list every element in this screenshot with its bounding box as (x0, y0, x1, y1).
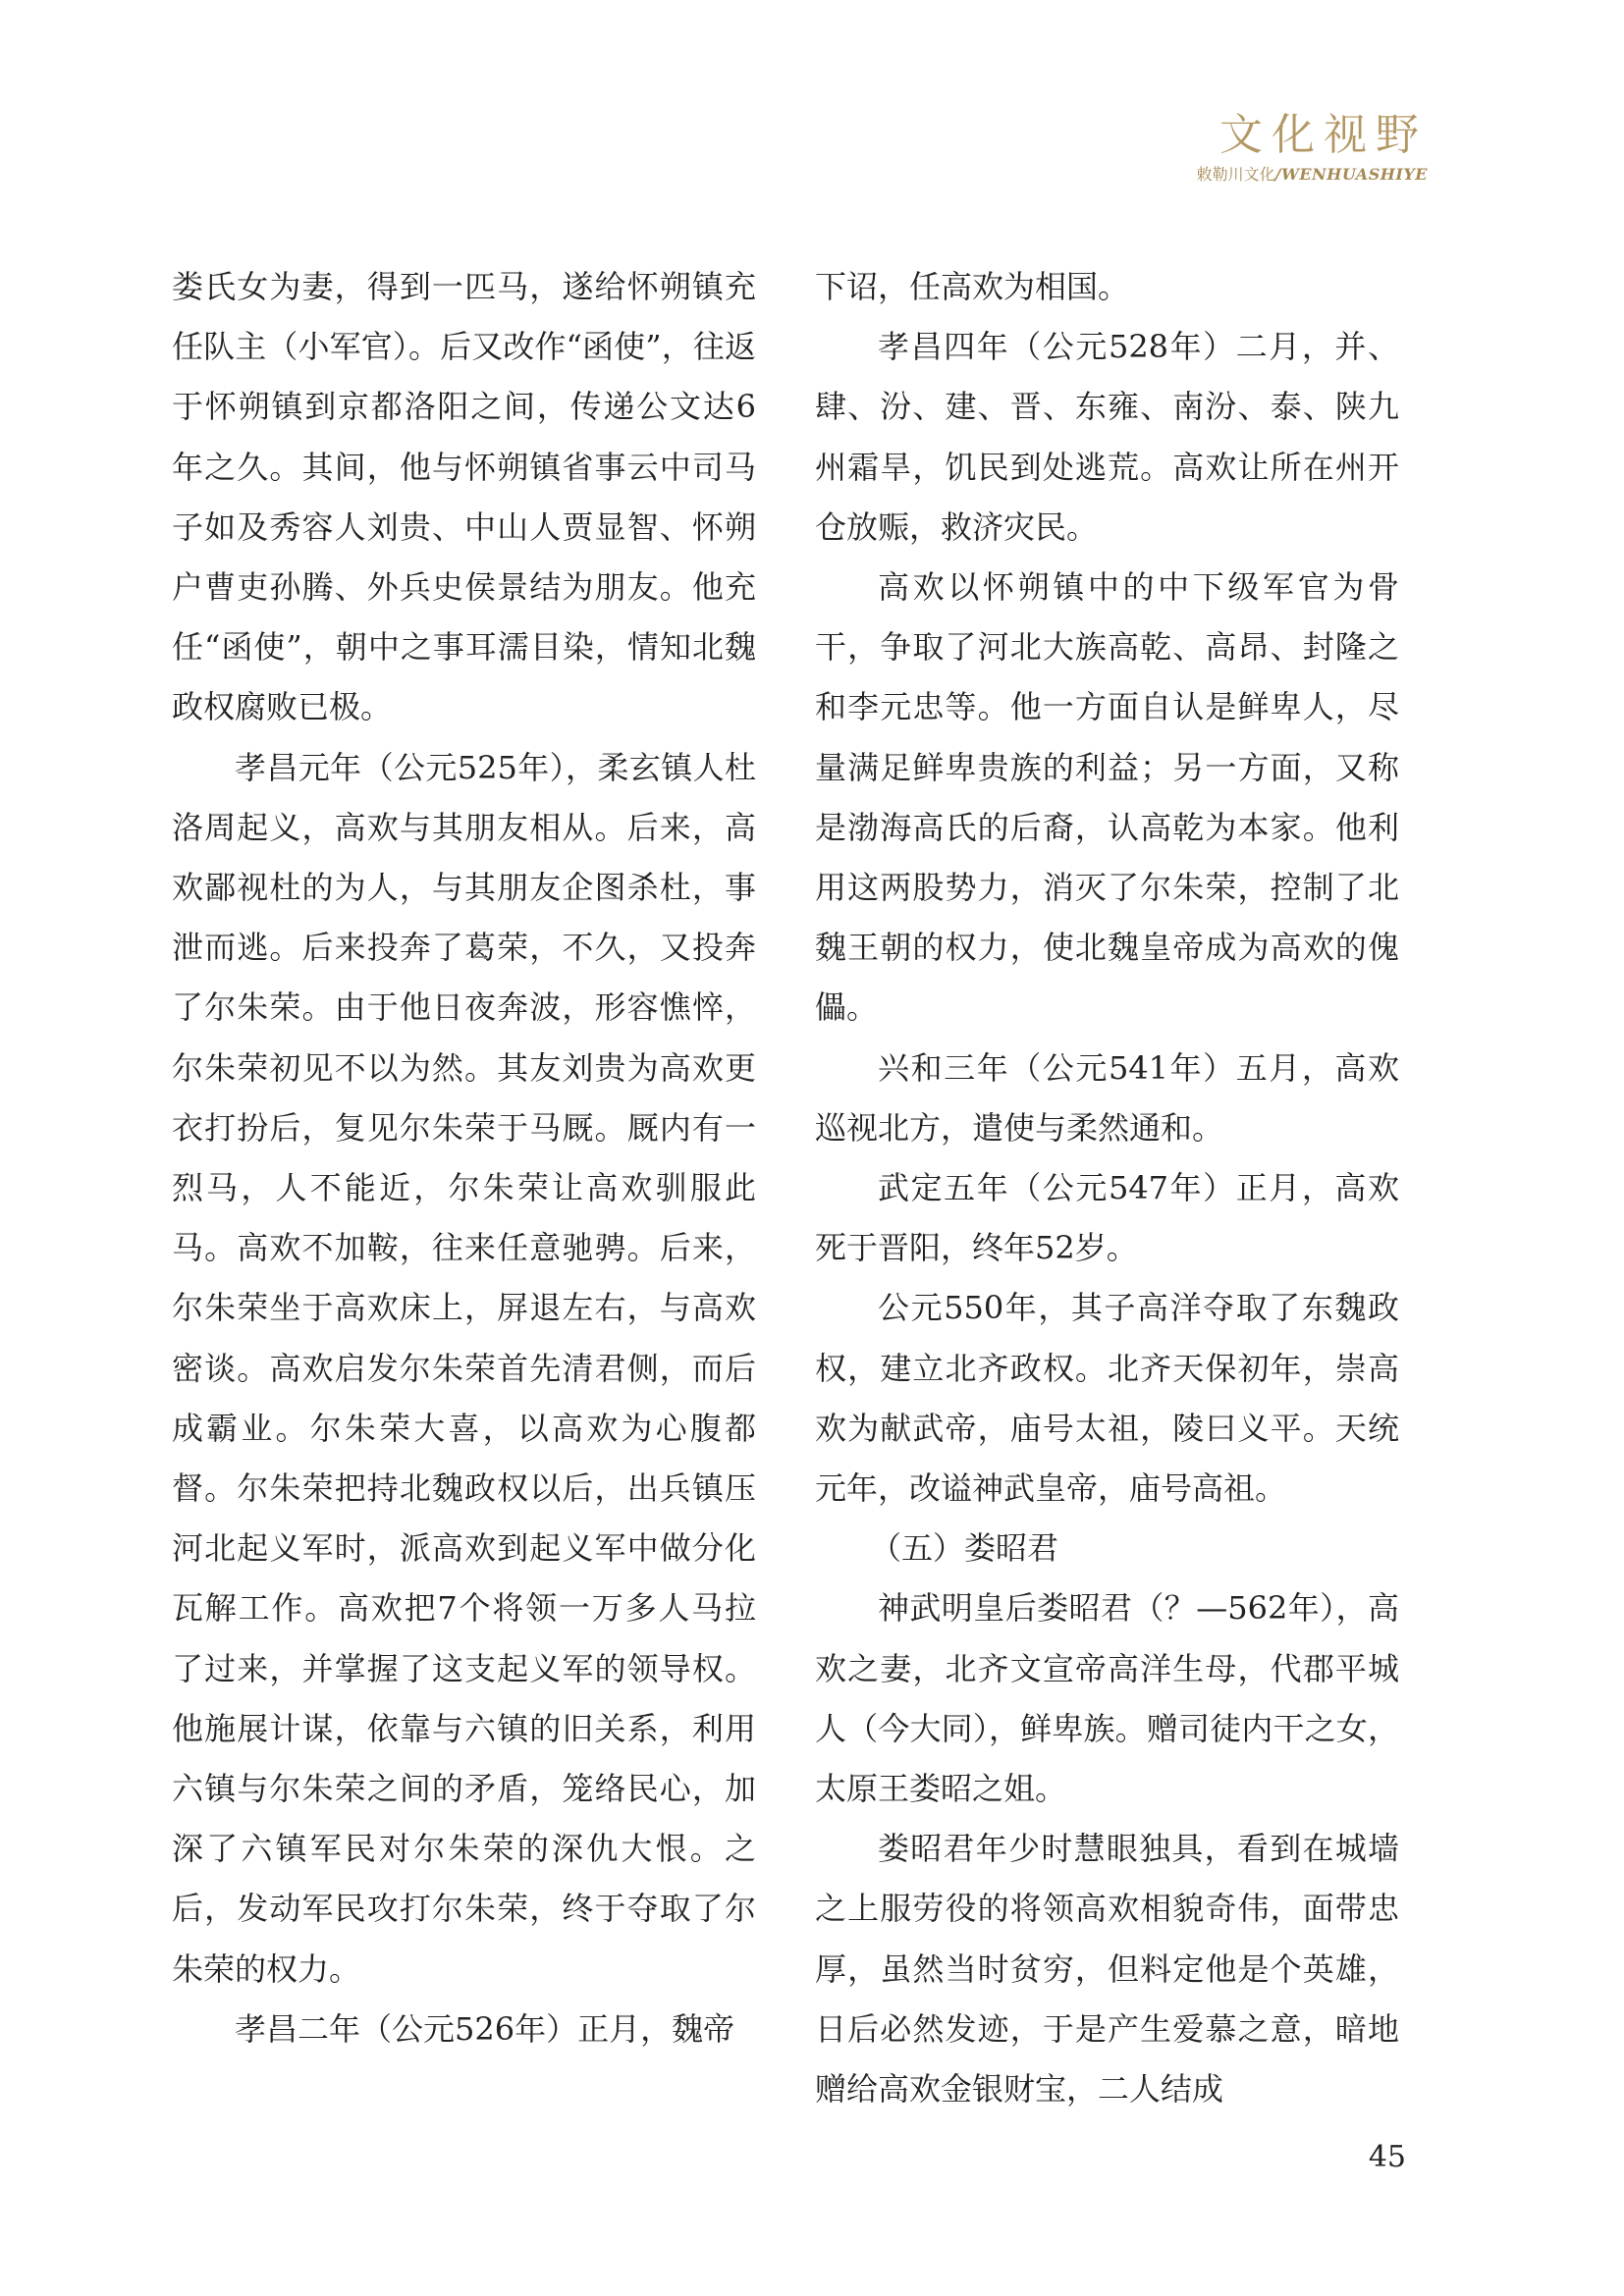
paragraph: 娄氏女为妻，得到一匹马，遂给怀朔镇充任队主（小军官）。后又改作“函使”，往返于怀朔镇到京都洛阳之间，传递公文达6年之久。其间，他与怀朔镇省事云中司马子如及秀容人刘贵、中山人贾显智、怀朔户曹吏孙腾、外兵史侯景结为朋友。他充任“函使”，朝中之事耳濡目染，情知北魏政权腐败已极。 (172, 268, 756, 726)
subtitle-en: /WENHUASHIYE (1274, 165, 1428, 184)
paragraph: 孝昌元年（公元525年），柔玄镇人杜洛周起义，高欢与其朋友相从。后来，高欢鄙视杜的为人，与其朋友企图杀杜，事泄而逃。后来投奔了葛荣，不久，又投奔了尔朱荣。由于他日夜奔波，形容憔悴，尔朱荣初见不以为然。其友刘贵为高欢更衣打扮后，复见尔朱荣于马厩。厩内有一烈马，人不能近，尔朱荣让高欢驯服此马。高欢不加鞍，往来任意驰骋。后来，尔朱荣坐于高欢床上，屏退左右，与高欢密谈。高欢启发尔朱荣首先清君侧，而后成霸业。尔朱荣大喜，以高欢为心腹都督。尔朱荣把持北魏政权以后，出兵镇压河北起义军时，派高欢到起义军中做分化瓦解工作。高欢把7个将领一万多人马拉了过来，并掌握了这支起义军的领导权。他施展计谋，依靠与六镇的旧关系，利用六镇与尔朱荣之间的矛盾，笼络民心，加深了六镇军民对尔朱荣的深仇大恨。之后，发动军民攻打尔朱荣，终于夺取了尔朱荣的权力。 (172, 748, 756, 1988)
page-number: 45 (1368, 2140, 1406, 2174)
paragraph: 孝昌二年（公元526年）正月，魏帝 (235, 2009, 735, 2048)
paragraph: 高欢以怀朔镇中的中下级军官为骨干，争取了河北大族高乾、高昂、封隆之和李元忠等。他一方面自认是鲜卑人，尽量满足鲜卑贵族的利益；另一方面，又称是渤海高氏的后裔，认高乾为本家。他利用这两股势力，消灭了尔朱荣，控制了北魏王朝的权力，使北魏皇帝成为高欢的傀儡。 (815, 568, 1399, 1027)
paragraph: 娄昭君年少时慧眼独具，看到在城墙之上服劳役的将领高欢相貌奇伟，面带忠厚，虽然当时贫穷，但料定他是个英雄，日后必然发迹，于是产生爱慕之意，暗地赠给高欢金银财宝，二人结成 (815, 1830, 1399, 2109)
paragraph: 孝昌四年（公元528年）二月，并、肆、汾、建、晋、东雍、南汾、泰、陕九州霜旱，饥民到处逃荒。高欢让所在州开仓放赈，救济灾民。 (815, 328, 1399, 546)
section-subtitle (1197, 163, 1428, 187)
subtitle-cn: 敕勒川文化 (1196, 165, 1275, 184)
paragraph: 武定五年（公元547年）正月，高欢死于晋阳，终年52岁。 (815, 1169, 1399, 1267)
section-heading: （五）娄昭君 (870, 1529, 1059, 1568)
page-header (1197, 110, 1428, 187)
paragraph: 神武明皇后娄昭君（？—562年），高欢之妻，北齐文宣帝高洋生母，代郡平城人（今大同），鲜卑族。赠司徒内干之女，太原王娄昭之姐。 (815, 1589, 1399, 1808)
paragraph: 下诏，任高欢为相国。 (815, 268, 1130, 305)
right-text-column (815, 257, 1399, 2119)
left-text-column (172, 257, 756, 2059)
paragraph: 公元550年，其子高洋夺取了东魏政权，建立北齐政权。北齐天保初年，崇高欢为献武帝，庙号太祖，陵曰义平。天统元年，改谥神武皇帝，庙号高祖。 (815, 1289, 1399, 1508)
paragraph: 兴和三年（公元541年）五月，高欢巡视北方，遣使与柔然通和。 (815, 1048, 1399, 1147)
section-title: 文化视野 (1219, 110, 1428, 160)
